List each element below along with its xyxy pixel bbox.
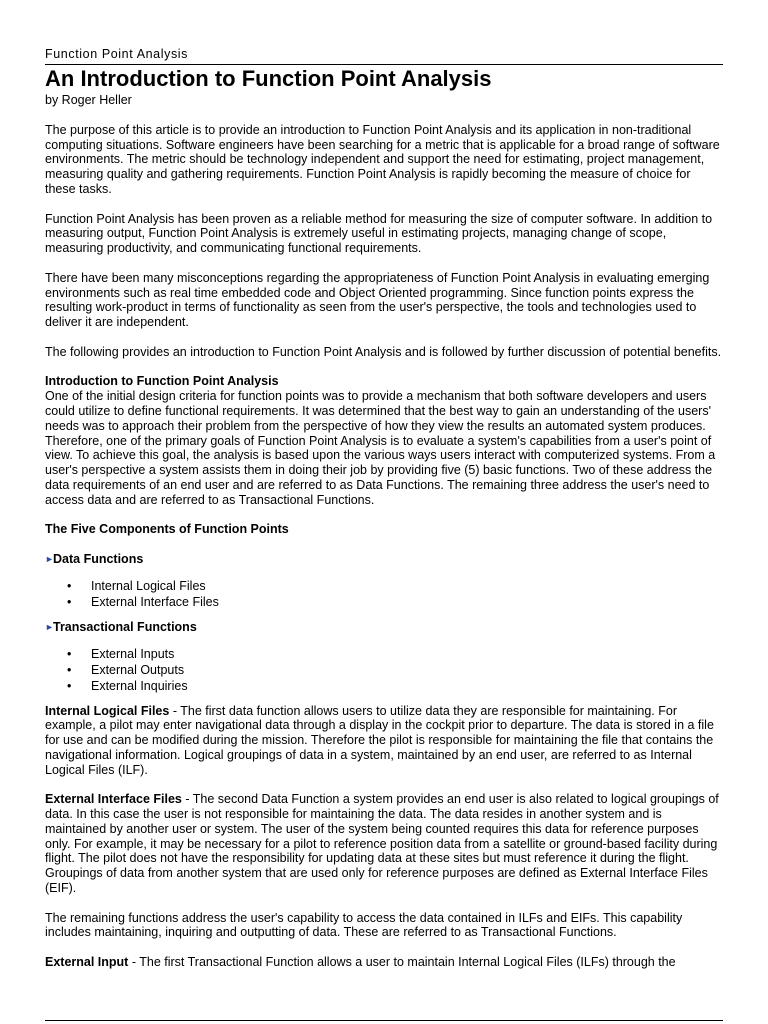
components-heading: The Five Components of Function Points (45, 522, 289, 537)
arrow-icon: ► (45, 553, 54, 564)
transactional-functions-label: Transactional Functions (53, 619, 197, 634)
data-functions-label: Data Functions (53, 551, 144, 566)
data-functions-list (45, 578, 723, 610)
paragraph-misconceptions: There have been many misconceptions regarding the appropriateness of Function Point Analysis in evaluating emerging environments such as real time embedded code and Object Oriented programming. Since function points express the resulting work-product in terms of functionality as seen from the user's perspective, the tools and technologies used to deliver it are independent. (45, 270, 710, 330)
paragraph-ilf: Internal Logical Files - The first data function allows users to utilize data they are responsible for maintaining. For example, a pilot may enter navigational data through a display in the cockpit prior to departure. The data is stored in a file for use and can be modified during the mission. Therefore the pilot is responsible for maintaining the file that contains the navigational information. Logical groupings of data in a system, maintained by an end user, are referred to as Internal Logical Files (ILF). (45, 703, 714, 777)
header-rule (45, 64, 723, 65)
paragraph-purpose: The purpose of this article is to provide an introduction to Function Point Analysis and its application in non-traditional computing situations. Software engineers have been searching for a metric that is applicable for a broad range of software environments. The metric should be technology independent and support the need for estimating, project management, measuring quality and gathering requirements. Function Point Analysis is rapidly becoming the measure of choice for these tasks. (45, 122, 720, 196)
paragraph-reliability: Function Point Analysis has been proven as a reliable method for measuring the size of computer software. In addition to measuring output, Function Point Analysis is extremely useful in estimating projects, managing change of scope, measuring productivity, and communicating functional requirements. (45, 211, 713, 256)
bullet-icon: • (67, 646, 72, 661)
list-item: • External Inputs (67, 646, 175, 661)
bullet-icon: • (67, 662, 72, 677)
paragraph-following: The following provides an introduction to Function Point Analysis and is followed by further discussion of potential benefits. (45, 344, 722, 359)
bullet-icon: • (67, 578, 72, 593)
paragraph-eif: External Interface Files - The second Data Function a system provides an end user is also related to logical groupings of data. In this case the user is not responsible for maintaining the data. The data resides in another system and is maintained by another user or system. The user of the system being counted requires this data for reference purposes only. For example, it may be necessary for a pilot to reference position data from a satellite or ground-based facility during flight. The pilot does not have the responsibility for updating data at these sites but must reference it during the flight. Groupings of data from another system that are used only for reference purposes are defined as External Interface Files (EIF). (45, 792, 719, 896)
data-functions-heading (45, 552, 723, 567)
arrow-icon: ► (45, 621, 54, 632)
document-page (45, 0, 723, 970)
article-title: An Introduction to Function Point Analysis (45, 66, 492, 91)
eif-term: External Interface Files (45, 792, 182, 807)
list-item: • External Outputs (67, 662, 185, 677)
transactional-functions-heading (45, 620, 723, 635)
bullet-icon: • (67, 678, 72, 693)
footer-rule (45, 1020, 723, 1021)
paragraph-intro: One of the initial design criteria for function points was to provide a mechanism that both software developers and users could utilize to define functional requirements. It was determined that the best way to gain an understanding of the users' needs was to approach their problem from the perspective of how they view the results an automated system produces. Therefore, one of the primary goals of Function Point Analysis is to evaluate a system's capabilities from a user's point of view. To achieve this goal, the analysis is based upon the various ways users interact with computerized systems. From a user's perspective a system assists them in doing their job by providing five (5) basic functions. Two of these address the data requirements of an end user and are referred to as Data Functions. The remaining three address the user's need to access data and are referred to as Transactional Functions. (45, 389, 716, 507)
paragraph-remaining: The remaining functions address the user's capability to access the data contained in ILFs and EIFs. This capability includes maintaining, inquiring and outputting of data. These are referred to as Transactional Functions. (45, 910, 683, 940)
ilf-term: Internal Logical Files (45, 703, 170, 718)
list-item: • External Interface Files (67, 594, 219, 609)
list-item: • Internal Logical Files (67, 578, 206, 593)
transactional-functions-list (45, 646, 723, 694)
bullet-icon: • (67, 594, 72, 609)
paragraph-external-input: External Input - The first Transactional Function allows a user to maintain Internal Logical Files (ILFs) through the (45, 955, 676, 970)
running-header: Function Point Analysis (45, 47, 189, 61)
byline: by Roger Heller (45, 93, 132, 107)
list-item: • External Inquiries (67, 678, 188, 693)
intro-heading: Introduction to Function Point Analysis (45, 374, 279, 389)
ei-term: External Input (45, 955, 129, 970)
